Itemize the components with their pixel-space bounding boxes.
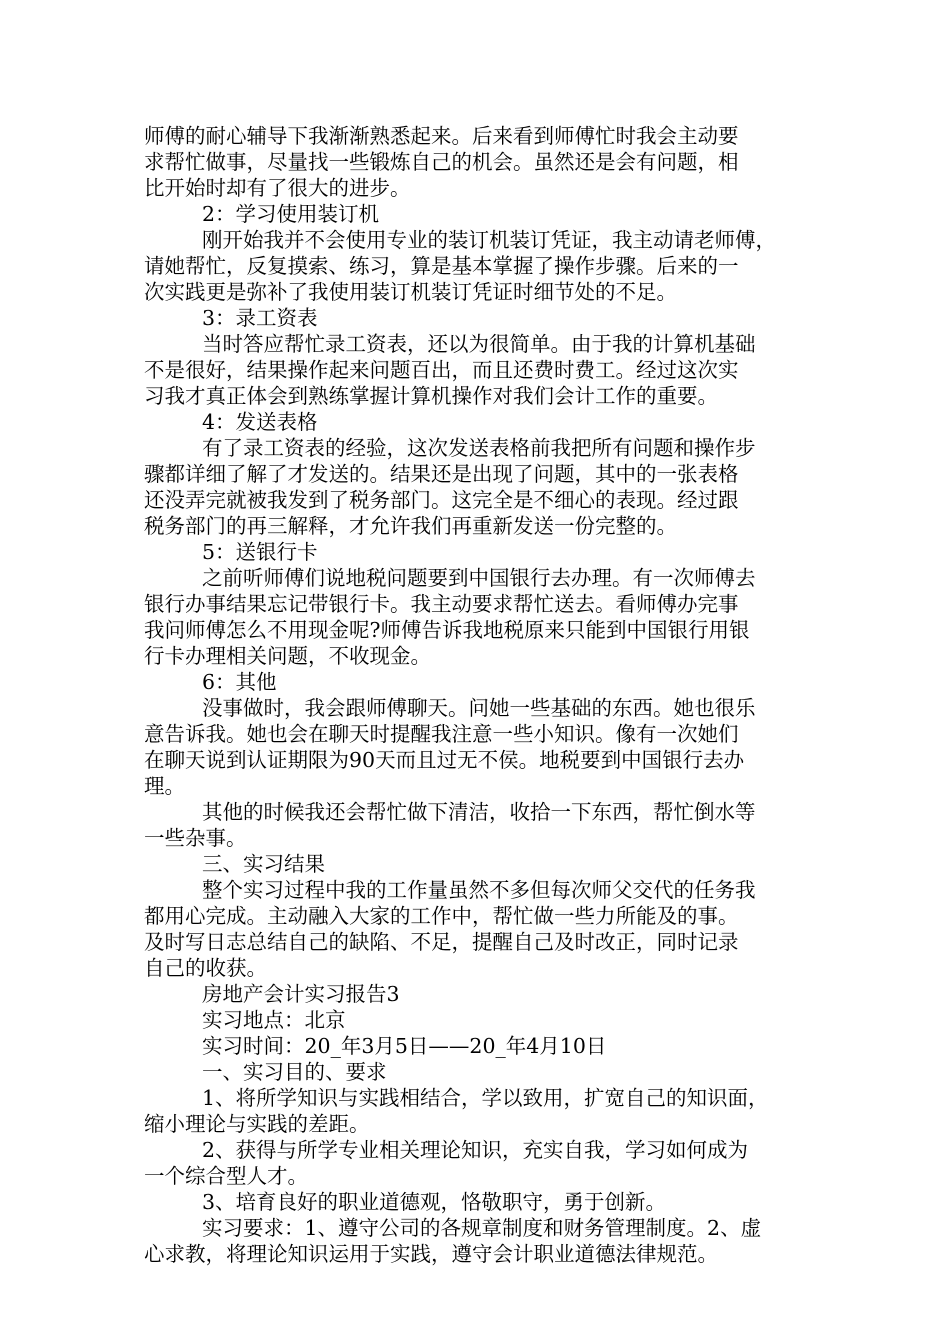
text-line: 缩小理论与实践的差距。 [144, 1112, 370, 1136]
text-line: 4：发送表格 [202, 410, 318, 434]
text-line: 一些杂事。 [144, 826, 247, 850]
text-line: 实习时间：20_年3月5日——20_年4月10日 [202, 1034, 607, 1058]
text-line: 之前听师傅们说地税问题要到中国银行去办理。有一次师傅去 [202, 566, 756, 590]
text-line: 心求教，将理论知识运用于实践，遵守会计职业道德法律规范。 [144, 1242, 718, 1266]
text-line: 都用心完成。主动融入大家的工作中，帮忙做一些力所能及的事。 [144, 904, 739, 928]
text-line: 一个综合型人才。 [144, 1164, 308, 1188]
text-line: 习我才真正体会到熟练掌握计算机操作对我们会计工作的重要。 [144, 384, 718, 408]
text-line: 师傅的耐心辅导下我渐渐熟悉起来。后来看到师傅忙时我会主动要 [144, 124, 739, 148]
text-line: 次实践更是弥补了我使用装订机装订凭证时细节处的不足。 [144, 280, 677, 304]
text-line: 还没弄完就被我发到了税务部门。这完全是不细心的表现。经过跟 [144, 488, 739, 512]
text-line: 6：其他 [202, 670, 277, 694]
text-line: 自己的收获。 [144, 956, 267, 980]
text-line: 刚开始我并不会使用专业的装订机装订凭证，我主动请老师傅， [202, 228, 776, 252]
text-line: 一、实习目的、要求 [202, 1060, 387, 1084]
text-line: 意告诉我。她也会在聊天时提醒我注意一些小知识。像有一次她们 [144, 722, 739, 746]
text-line: 实习要求：1、遵守公司的各规章制度和财务管理制度。2、虚 [202, 1216, 762, 1240]
text-line: 没事做时，我会跟师傅聊天。问她一些基础的东西。她也很乐 [202, 696, 756, 720]
text-line: 2：学习使用装订机 [202, 202, 380, 226]
text-line: 比开始时却有了很大的进步。 [144, 176, 411, 200]
text-line: 3：录工资表 [202, 306, 318, 330]
document-body [144, 123, 816, 1267]
text-line: 5：送银行卡 [202, 540, 318, 564]
text-line: 房地产会计实习报告3 [202, 982, 400, 1006]
text-line: 税务部门的再三解释，才允许我们再重新发送一份完整的。 [144, 514, 677, 538]
text-line: 骤都详细了解了才发送的。结果还是出现了问题，其中的一张表格 [144, 462, 739, 486]
text-line: 实习地点：北京 [202, 1008, 346, 1032]
text-line: 求帮忙做事，尽量找一些锻炼自己的机会。虽然还是会有问题，相 [144, 150, 739, 174]
text-line: 三、实习结果 [202, 852, 325, 876]
text-line: 理。 [144, 774, 185, 798]
text-line: 其他的时候我还会帮忙做下清洁，收拾一下东西，帮忙倒水等 [202, 800, 756, 824]
text-line: 1、将所学知识与实践相结合，学以致用，扩宽自己的知识面， [202, 1086, 769, 1110]
text-line: 当时答应帮忙录工资表，还以为很简单。由于我的计算机基础 [202, 332, 756, 356]
text-line: 在聊天说到认证期限为90天而且过无不侯。地税要到中国银行去办 [144, 748, 745, 772]
text-line: 不是很好，结果操作起来问题百出，而且还费时费工。经过这次实 [144, 358, 739, 382]
text-line: 银行办事结果忘记带银行卡。我主动要求帮忙送去。看师傅办完事 [144, 592, 739, 616]
text-line: 行卡办理相关问题，不收现金。 [144, 644, 431, 668]
text-line: 我问师傅怎么不用现金呢?师傅告诉我地税原来只能到中国银行用银 [144, 618, 750, 642]
text-line: 及时写日志总结自己的缺陷、不足，提醒自己及时改正，同时记录 [144, 930, 739, 954]
text-line: 3、培育良好的职业道德观，恪敬职守，勇于创新。 [202, 1190, 667, 1214]
text-line: 有了录工资表的经验，这次发送表格前我把所有问题和操作步 [202, 436, 756, 460]
text-line: 请她帮忙，反复摸索、练习，算是基本掌握了操作步骤。后来的一 [144, 254, 739, 278]
text-line: 整个实习过程中我的工作量虽然不多但每次师父交代的任务我 [202, 878, 756, 902]
text-line: 2、获得与所学专业相关理论知识，充实自我，学习如何成为 [202, 1138, 749, 1162]
